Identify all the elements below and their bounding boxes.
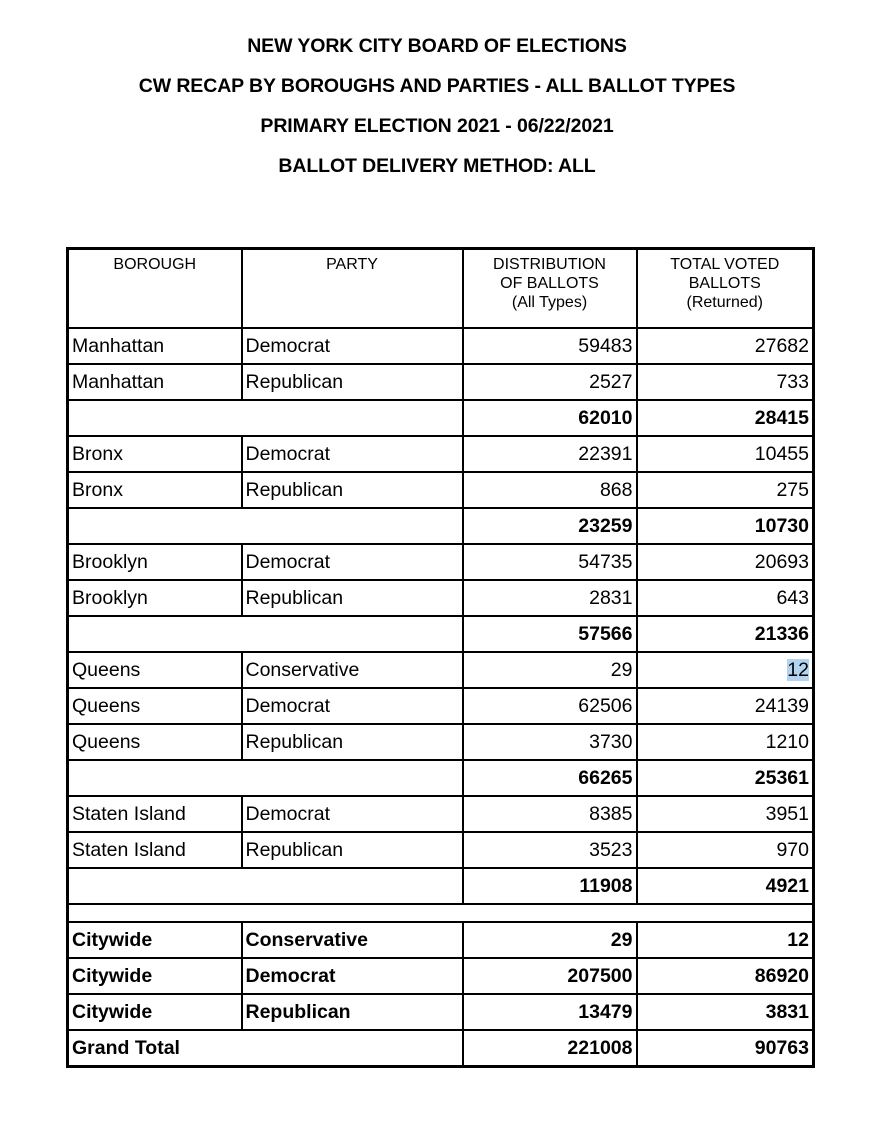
subtotal-row (68, 616, 814, 652)
borough-cell: Staten Island (68, 796, 242, 832)
party-cell: Republican (242, 724, 463, 760)
borough-cell: Staten Island (68, 832, 242, 868)
party-cell: Republican (242, 994, 463, 1030)
table-row (68, 328, 814, 364)
report-title: NEW YORK CITY BOARD OF ELECTIONS (247, 35, 627, 57)
table-row (68, 544, 814, 580)
header-voted-line2: BALLOTS (688, 275, 761, 292)
voted-subtotal: 4921 (637, 868, 814, 904)
table-row (68, 796, 814, 832)
header-distribution-line1: DISTRIBUTION (493, 256, 606, 273)
borough-cell: Manhattan (68, 364, 242, 400)
party-cell: Republican (242, 832, 463, 868)
distribution-cell: 8385 (463, 796, 637, 832)
voted-cell: 970 (637, 832, 814, 868)
table-row (68, 364, 814, 400)
spacer-row (68, 904, 814, 922)
table-row (68, 832, 814, 868)
voted-cell: 24139 (637, 688, 814, 724)
party-cell: Republican (242, 472, 463, 508)
election-name: PRIMARY ELECTION 2021 - 06/22/2021 (260, 115, 614, 137)
grand-total-row (68, 1030, 814, 1067)
distribution-cell: 2831 (463, 580, 637, 616)
table-row (68, 580, 814, 616)
table-row (68, 652, 814, 688)
table-row (68, 436, 814, 472)
header-voted-line1: TOTAL VOTED (670, 256, 780, 273)
voted-cell: 86920 (637, 958, 814, 994)
header-voted-line3: (Returned) (686, 294, 763, 311)
spacer-cell (68, 904, 814, 922)
distribution-subtotal: 23259 (463, 508, 637, 544)
header-distribution (463, 249, 637, 329)
voted-subtotal: 21336 (637, 616, 814, 652)
table-row (68, 472, 814, 508)
voted-subtotal: 10730 (637, 508, 814, 544)
voted-cell: 10455 (637, 436, 814, 472)
citywide-row (68, 994, 814, 1030)
distribution-cell: 54735 (463, 544, 637, 580)
grand-total-label: Grand Total (68, 1030, 463, 1067)
voted-cell: 12 (637, 922, 814, 958)
party-cell: Democrat (242, 796, 463, 832)
party-cell: Republican (242, 364, 463, 400)
distribution-cell: 3730 (463, 724, 637, 760)
distribution-cell: 207500 (463, 958, 637, 994)
subtotal-label-cell (68, 508, 463, 544)
voted-cell: 1210 (637, 724, 814, 760)
header-row (68, 249, 814, 329)
report-subtitle: CW RECAP BY BOROUGHS AND PARTIES - ALL BALLOT TYPES (138, 75, 736, 97)
voted-subtotal: 25361 (637, 760, 814, 796)
distribution-cell: 22391 (463, 436, 637, 472)
party-cell: Democrat (242, 436, 463, 472)
subtotal-row (68, 508, 814, 544)
voted-cell: 3831 (637, 994, 814, 1030)
subtotal-row (68, 868, 814, 904)
distribution-cell: 13479 (463, 994, 637, 1030)
borough-cell: Brooklyn (68, 580, 242, 616)
borough-cell: Queens (68, 724, 242, 760)
borough-cell: Citywide (68, 958, 242, 994)
distribution-cell: 868 (463, 472, 637, 508)
borough-cell: Queens (68, 688, 242, 724)
table-row (68, 688, 814, 724)
header-voted (637, 249, 814, 329)
borough-cell: Citywide (68, 994, 242, 1030)
party-cell: Democrat (242, 328, 463, 364)
header-party: PARTY (242, 249, 463, 329)
delivery-method: BALLOT DELIVERY METHOD: ALL (278, 155, 596, 177)
subtotal-label-cell (68, 400, 463, 436)
recap-table (66, 247, 815, 1068)
distribution-subtotal: 66265 (463, 760, 637, 796)
distribution-cell: 59483 (463, 328, 637, 364)
voted-cell: 20693 (637, 544, 814, 580)
subtotal-row (68, 760, 814, 796)
voted-cell: 27682 (637, 328, 814, 364)
borough-cell: Citywide (68, 922, 242, 958)
borough-cell: Manhattan (68, 328, 242, 364)
header-distribution-line3: (All Types) (511, 294, 588, 311)
distribution-subtotal: 62010 (463, 400, 637, 436)
distribution-cell: 29 (463, 922, 637, 958)
borough-cell: Brooklyn (68, 544, 242, 580)
header-distribution-line2: OF BALLOTS (500, 275, 599, 292)
distribution-subtotal: 11908 (463, 868, 637, 904)
voted-subtotal: 28415 (637, 400, 814, 436)
header-borough: BOROUGH (68, 249, 242, 329)
subtotal-row (68, 400, 814, 436)
voted-cell: 643 (637, 580, 814, 616)
distribution-cell: 29 (463, 652, 637, 688)
borough-cell: Queens (68, 652, 242, 688)
subtotal-label-cell (68, 760, 463, 796)
party-cell: Conservative (242, 652, 463, 688)
citywide-row (68, 958, 814, 994)
distribution-cell: 62506 (463, 688, 637, 724)
table-row (68, 724, 814, 760)
distribution-subtotal: 57566 (463, 616, 637, 652)
borough-cell: Bronx (68, 472, 242, 508)
subtotal-label-cell (68, 616, 463, 652)
report-titles (0, 30, 874, 190)
subtotal-label-cell (68, 868, 463, 904)
distribution-cell: 2527 (463, 364, 637, 400)
voted-cell[interactable] (637, 652, 814, 688)
selected-text[interactable]: 12 (787, 659, 809, 681)
voted-cell: 3951 (637, 796, 814, 832)
party-cell: Democrat (242, 688, 463, 724)
distribution-cell: 3523 (463, 832, 637, 868)
voted-cell: 275 (637, 472, 814, 508)
citywide-row (68, 922, 814, 958)
party-cell: Republican (242, 580, 463, 616)
party-cell: Democrat (242, 544, 463, 580)
grand-total-distribution: 221008 (463, 1030, 637, 1067)
voted-cell: 733 (637, 364, 814, 400)
party-cell: Conservative (242, 922, 463, 958)
grand-total-voted: 90763 (637, 1030, 814, 1067)
borough-cell: Bronx (68, 436, 242, 472)
party-cell: Democrat (242, 958, 463, 994)
